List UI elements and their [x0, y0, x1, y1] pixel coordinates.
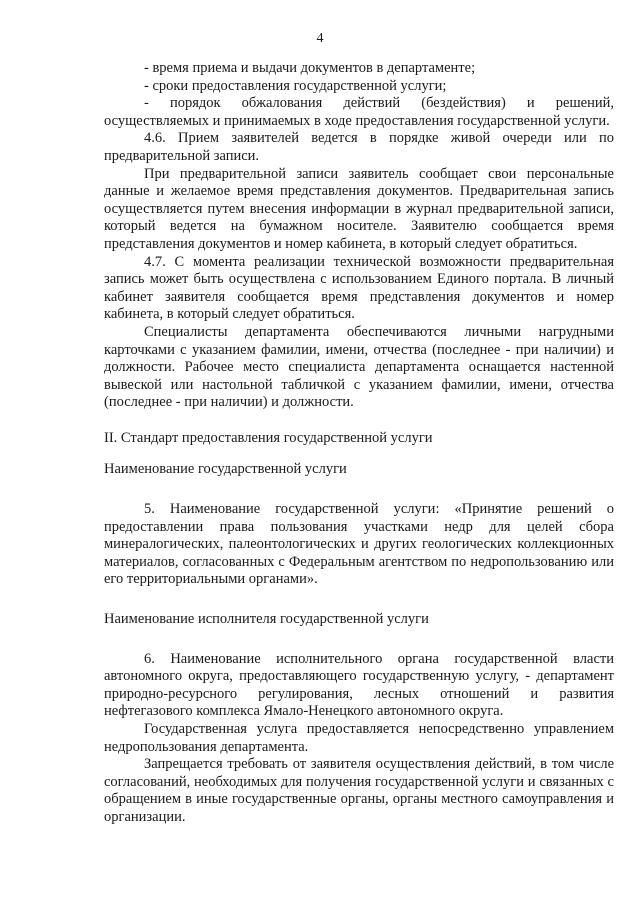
document-body	[104, 60, 614, 827]
paragraph-direct-provision: Государственная услуга предоставляется непосредственно управлением недропользования департамента.	[104, 721, 614, 755]
paragraph-6: 6. Наименование исполнительного органа государственной власти автономного округа, предоставляющего государственную услугу, - департамент природно-ресурсного регулирования, лесных отношений и развития нефтегазового комплекса Ямало-Ненецкого автономного округа.	[104, 650, 614, 720]
subheading-executor: Наименование исполнителя государственной услуги	[104, 611, 429, 628]
paragraph-specialists: Специалисты департамента обеспечиваются личными нагрудными карточками с указанием фамилии, имени, отчества (последнее - при наличии) и должности. Рабочее место специалиста департамента оснащается настенной вывеской или настольной табличкой с указанием фамилии, имени, отчества (последнее - при наличии) и должности.	[104, 323, 614, 411]
paragraph-4-6: 4.6. Прием заявителей ведется в порядке живой очереди или по предварительной записи.	[104, 130, 614, 164]
page-number: 4	[316, 31, 324, 46]
paragraph-5: 5. Наименование государственной услуги: «Принятие решений о предоставлении права пользования участками недр для целей сбора минералогических, палеонтологических и других геологических коллекционных материалов, согласованных с Федеральным агентством по недропользованию или его территориальными органами».	[104, 501, 614, 588]
subheading-service-name: Наименование государственной услуги	[104, 461, 347, 478]
paragraph-4-7: 4.7. С момента реализации технической возможности предварительная запись может быть осуществлена с использованием Единого портала. В личный кабинет заявителя сообщается время представления документов и номер кабинета, в который следует обратиться.	[104, 253, 614, 323]
list-item-appeal-procedure: - порядок обжалования действий (бездействия) и решений, осуществляемых и принимаемых в ходе предоставления государственной услуги.	[104, 95, 614, 129]
list-item-deadlines: - сроки предоставления государственной услуги;	[144, 77, 447, 94]
paragraph-preregistration: При предварительной записи заявитель сообщает свои персональные данные и желаемое время представления документов. Предварительная запись осуществляется путем внесения информации в журнал предварительной записи, который ведется на бумажном носителе. Заявителю сообщается время представления документов и номер кабинета, в который следует обратиться.	[104, 165, 614, 252]
paragraph-prohibition: Запрещается требовать от заявителя осуществления действий, в том числе согласований, необходимых для получения государственной услуги и связанных с обращением в иные государственные органы, органы местного самоуправления и организации.	[104, 756, 614, 825]
section-heading: II. Стандарт предоставления государственной услуги	[104, 429, 433, 446]
list-item-reception-time: - время приема и выдачи документов в департаменте;	[144, 60, 476, 76]
